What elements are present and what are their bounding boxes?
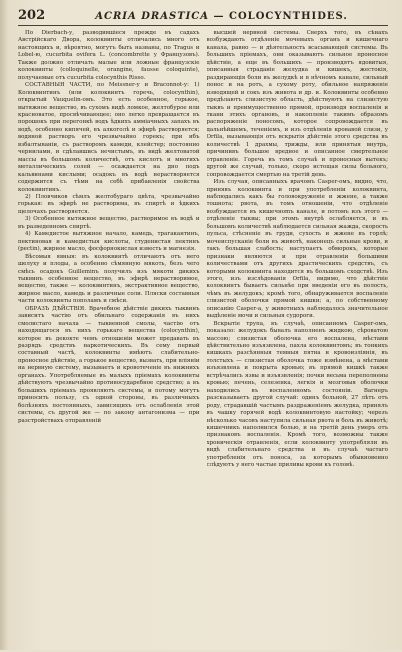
right-paragraph: высшей нервной системы. Сверхъ того, въ сѣнахъ возбуждають отдѣленiе мочевыхъ органъ и кишечнаго канала, равно — и дѣятельность всасывающей системы. Въ большихъ прiемахъ, они оказываютъ сильное проносное дѣйствiе, а еще въ большихъ — производятъ ядовитыя, описанныя страданiе желудка и кишекъ, жестокiя, раздирающiя боли въ желудкѣ и в нѣчномъ канале, сильный понос и на ротъ, а сухому роту, обильное напряженiе изводящей и сокъ изъ живота и др. и. Колоквинты особенно предѣлаютъ слизистую область, дѣйствуютъ на слизистую тыквъ и преимущественно прямой, производя воспаленiя и ткани этихъ органовъ, и накопленiе такимъ образомъ распоряженiе поносомъ, которое сопровождается въ дальнѣйшемъ, теченiемъ, и изъ отдѣленiя кровавой слизи, у Orfila, вызывающiя отъ вскрытiя дѣйствiе этого средства въ количествѣ 1 драхмы, трижды, или принятыя внутрь, причинивъ большое вредное и описанное смертельное отравленiе. Горечь въ томъ случаѣ и проносныя вытекъ; другой же случай, только, скоро истощая силы больного, сопровождается смертью на третiй день.	[206, 30, 388, 178]
right-column	[207, 30, 389, 652]
running-head	[55, 11, 388, 22]
left-paragraph: СОСТАВНЫЯ ЧАСТИ, по Meissner-у и Braconnot-у: 1) Колоквинтинъ (или колоквинтъ горечь, colocynthin), открытый Vauquelin-омъ. Это есть особенное, горькое, вытяжное вещество, въ сухомъ видѣ ломкое, желтобурое или красноватое, просвѣчивающее; оно легко превращается въ порошокъ при перегонкѣ водъ ѣдкихъ аммiачныхъ запахъ въ водѣ, особенно кипячей, въ алкоголѣ и эфирѣ растворяется; водяной растворъ его чрезвычайно горекъ; при ибъ взбалтыванiи, съ растворомъ камеди, клейстер; постоянно чернилами, и сдѣлавшись нечистымъ, въ видѣ желтоватой массы въ большомъ количествѣ, отъ кислотъ и многихъ металлическихъ солей — осаждается на дно подъ кальвинами кислыми; осадокъ въ водѣ нерастворяется содержится съ тѣми на себѣ прибавленiя свойства колоквинтинъ.	[18, 82, 200, 193]
right-paragraph: Вскрытiе трупа, въ случаѣ, описанномъ Casper-омъ, показало: желудокъ бывалъ наполненъ жидкою, сѣроватою массою; слизистая оболочка его воспалена, мѣстами дѣйствительно изъязвлена, пахла колоквинтомъ; въ тонкихъ кишкахъ разсѣянныя темныя пятна и кровоизлiянiя, въ толстыхъ — слизистая оболочка тоже измѣнена, а мѣстами изъязвлена и покрыта кровью; въ прямой кишкѣ также встрѣчались язвы и изъязвленiя; почки весьма переполнены кровью; печень, селезенка, легкiя и мозговыя оболочки находились въ воспаленномъ состоянiи. Вагнеръ разсказываетъ другой случай: одинъ больной, 27 лѣтъ отъ роду, страдавшiй частымъ раздраженiемъ желудка, принялъ въ чашку горячей водѣ колоквинтовую настойку; черезъ нѣсколько часовъ наступила сильная рвота и боль въ животѣ; кишечникъ наполнился болью, и на третiй день умеръ отъ признаковъ воспаленiя. Кромѣ того, возможны также хроническiя отравленiя, если колоквинту употребляли въ видѣ слабительнаго средства и въ случаѣ частаго употребленiя отъ поноса, за которымъ обыкновенно слѣдуютъ у него частые приливы крови къ головѣ.	[206, 320, 388, 469]
left-paragraph: ОБРАЗЪ ДѢЙСТВIЯ. Врачебное дѣйствiе дикихъ тыквинъ зависитъ частiю отъ обильнаго содержанiя въ нихъ смолистаго начала — тыквенной смолы, частiю отъ находящагося въ нихъ горькаго вещества (colocynthin), которое въ декокте чемъ отношенiи может предавать въ разрядъ средствъ наркотическихъ. Въ сему первый составный частѣ, колоквинты имѣютъ слабительно-проносное дѣйствiе, а горькое вещество, вызвать, при влiянiи на нервную систему, вызываетъ и кровотеченiе въ нижнихъ органахъ. Употребляемые въ малыхъ прiемахъ колоквинты дѣйствуютъ чрезвычайно противосударебное средство; а въ большихъ прiемахъ проявляютъ системы, и потому могутъ приносить пользу, съ одной стороны, въ различныхъ болѣзняхъ постоянныхъ, зависящихъ отъ ослабленiя этой системы, съ другой же — по закону антагонизма — при разстройствахъ отправленiй	[18, 305, 200, 424]
left-paragraph: 3) Особенное вытяжное вещество, растворимое въ водѣ и въ разведенномъ спиртѣ.	[18, 216, 200, 230]
text-columns	[18, 30, 388, 652]
right-paragraph: Изъ случая, описанныхъ врачомъ Casper-омъ, видно, что, принявъ колоквинта и при употребленiи колоквинта, наблюдались какъ бы головокруженiе и жжене, а также тошнота; рвота, въ томъ отношенiи, что отдѣленiе возбуждается въ кишечнomъ канале, и потомъ изъ этого — отдѣленiе тыквы; при этомъ внутрѣ ослабляется, и въ большомъ количествѣ наблюдается сильная жажда, скорость пульса, стѣсненiе въ груди, сухость и жжене въ горлѣ; мочеиспусканiе боли въ животѣ, наконецъ сильные крови, и такъ большая слабость; наступаетъ обморокъ, которые признаки являются и при отравленiи большими количествами отъ другихъ драстическихъ средствъ, съ которыми колоквинта находится въ большомъ сходствѣ. Изъ этого, изъ изслѣдованiя Orfila, видимо, что дѣйствiе колоквинтъ бываетъ сильнѣе при введенiи его въ полость, чѣмъ въ желудокъ; кромѣ того, обнаруживается воспаленiе слизистой оболочки прямой кишки; а, по собственному описанiю Casper-а, у животныхъ наблюдалось значительное выдѣленiе мочи и сильныя судороги.	[206, 179, 388, 320]
left-paragraph: 2) Пловчиков сѣмлъ желтобураго цвѣта, чрезвычайно горькая: въ эфирѣ не растворима, въ спиртѣ и ѣдкихъ щелочахъ растворяется.	[18, 193, 200, 215]
left-paragraph: По Dierbach-у, разводившiеся прежде въ садахъ Австрiйскаго Двора, колоквинты отличались много отъ настоящихъ и, вѣроятно, могутъ быть названы, по Tragus и Lobel-ю, cucurbita ovifera L. (concombrette у Французовъ). Также должно отличать малые или ложные французскiе колоквинты (colloquinelle, orangine, fausse coloquinte), получаемые отъ cucurbita colocynthis Risso.	[18, 30, 200, 81]
page-number: 202	[18, 8, 46, 23]
running-head-right: COLOCYNTHIDES.	[229, 11, 348, 22]
running-head-left: ACRIA DRASTICA	[95, 11, 210, 22]
left-paragraph: Вѣсомыя явныя: въ колоквинтѣ отличаютъ отъ него шелуху и плоды, а особенно сѣмянную мякоть, безъ чего смѣсь осадокъ Guilleminъ получилъ изъ мякоти дикихъ тыквинъ особенное вещество, въ эфирѣ нерастворимое, вещество, также — колоквинтинъ, экстрактивное вещество, жирное масло, камедь и различные соли. Пляски составныя части колоквинты пополамъ и смѣси.	[18, 253, 200, 305]
page-gutter-shadow	[0, 0, 8, 650]
page-header	[18, 8, 388, 26]
running-head-dash: —	[209, 11, 229, 22]
left-paragraph: 4) Камедистое вытяжное начало, камедь, трагакантинъ, пектиновая и камедистыя кислоты, студенистая пектинъ (pectin), жирное масло, фосфорнокислая известь и магнезiя.	[18, 231, 200, 253]
left-column	[18, 30, 200, 652]
